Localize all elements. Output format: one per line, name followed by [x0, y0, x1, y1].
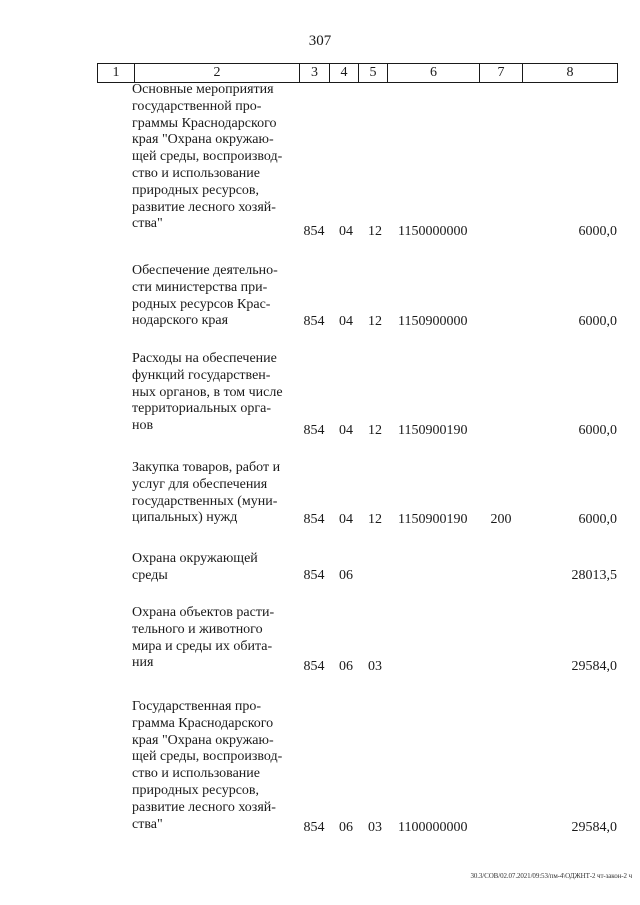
row-col-4: 06 — [339, 659, 353, 674]
row-col-6: 1150900190 — [398, 512, 468, 527]
row-col-6: 1150900190 — [398, 423, 468, 438]
row-description: Охрана окружающей среды — [132, 551, 258, 583]
header-col-8: 8 — [522, 64, 617, 82]
row-description: Охрана объектов расти- тельного и животного мира и среды их обита- ния — [132, 605, 275, 671]
row-col-8: 6000,0 — [578, 224, 617, 239]
row-col-5: 12 — [368, 314, 382, 329]
header-col-7: 7 — [479, 64, 522, 82]
row-col-5: 03 — [368, 820, 382, 835]
row-col-4: 04 — [339, 224, 353, 239]
row-col-4: 04 — [339, 512, 353, 527]
header-col-2: 2 — [134, 64, 299, 82]
page-number: 307 — [308, 33, 332, 49]
row-col-5: 12 — [368, 224, 382, 239]
row-col-8: 6000,0 — [578, 512, 617, 527]
row-description: Государственная про- грамма Краснодарского края "Охрана окружаю- щей среды, воспроизвод- ство и использование природных ресурсов, развитие лесного хозяй- ства" — [132, 699, 283, 832]
header-col-1: 1 — [112, 65, 120, 80]
row-description: Расходы на обеспечение функций государствен- ных органов, в том числе территориальных орга- нов — [132, 351, 283, 434]
row-description: Основные мероприятия государственной про- граммы Краснодарского края "Охрана окружаю- щей среды, воспроизвод- ство и использование природных ресурсов, развитие лесного хозяй- ства" — [132, 82, 283, 232]
header-col-4: 4 — [329, 64, 358, 82]
row-col-8: 29584,0 — [571, 820, 617, 835]
row-col-6: 1100000000 — [398, 820, 468, 835]
row-col-3: 854 — [303, 224, 325, 239]
row-description: Обеспечение деятельно- сти министерства при- родных ресурсов Крас- нодарского края — [132, 263, 278, 329]
row-col-3: 854 — [303, 568, 325, 583]
row-col-3: 854 — [303, 423, 325, 438]
row-col-8: 28013,5 — [571, 568, 617, 583]
row-col-3: 854 — [303, 659, 325, 674]
document-footer-stamp: 30.3/СОВ/02.07.2021/09:53/пм-4\ОДЖНТ-2 чт-закон-2 ч — [470, 872, 632, 880]
row-col-4: 04 — [339, 314, 353, 329]
row-col-3: 854 — [303, 314, 325, 329]
header-col-5: 5 — [358, 64, 387, 82]
row-col-7: 200 — [490, 512, 512, 527]
row-col-3: 854 — [303, 820, 325, 835]
row-col-4: 06 — [339, 820, 353, 835]
row-col-8: 6000,0 — [578, 314, 617, 329]
row-description: Закупка товаров, работ и услуг для обеспечения государственных (муни- ципальных) нужд — [132, 460, 281, 526]
row-col-8: 6000,0 — [578, 423, 617, 438]
table-header — [97, 63, 618, 83]
row-col-6: 1150900000 — [398, 314, 468, 329]
row-col-6: 1150000000 — [398, 224, 468, 239]
row-col-5: 03 — [368, 659, 382, 674]
row-col-3: 854 — [303, 512, 325, 527]
header-col-6: 6 — [387, 64, 479, 82]
row-col-8: 29584,0 — [571, 659, 617, 674]
row-col-5: 12 — [368, 512, 382, 527]
row-col-4: 04 — [339, 423, 353, 438]
row-col-4: 06 — [339, 568, 353, 583]
header-col-3: 3 — [299, 64, 329, 82]
row-col-5: 12 — [368, 423, 382, 438]
